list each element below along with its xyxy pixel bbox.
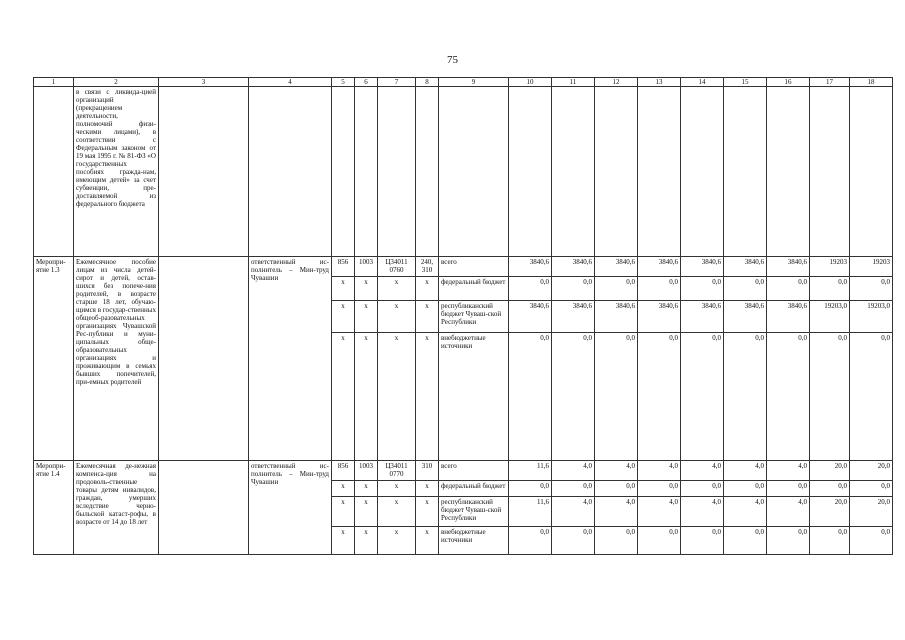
measure-row [34,257,893,277]
year-value: 0,0 [595,527,638,555]
year-value: 0,0 [509,333,552,461]
year-value: 0,0 [767,277,810,301]
cell-col3 [159,461,249,555]
code-c8: x [416,527,439,555]
year-value: 11,6 [509,461,552,481]
code-c8: 240, 310 [416,257,439,277]
year-value: 3840,6 [638,257,681,277]
measure-description: Ежемесячная де-нежная компенса-ция на продоволь-ственные товары детям инвалидов, граждан, умерших вследствие черно-быльской катаст-рофы, в возрасте от 14 до 18 лет [74,461,159,555]
year-value: 4,0 [552,497,595,527]
year-value: 0,0 [509,481,552,497]
year-value: 0,0 [638,277,681,301]
measure-name: Меропри-ятие 1.3 [34,257,74,461]
year-value: 0,0 [810,277,850,301]
continuation-row [34,87,893,257]
year-value: 0,0 [638,481,681,497]
year-value: 3840,6 [767,301,810,333]
year-value: 0,0 [767,481,810,497]
year-value: 0,0 [767,527,810,555]
funding-source: внебюджетные источники [439,333,509,461]
code-c6: 1003 [355,257,378,277]
column-number: 5 [332,78,355,87]
code-c6: x [355,277,378,301]
year-value: 3840,6 [509,257,552,277]
year-value: 4,0 [681,497,724,527]
year-value: 4,0 [595,497,638,527]
code-c7: x [378,497,416,527]
funding-source: федеральный бюджет [439,481,509,497]
year-value: 3840,6 [638,301,681,333]
year-value: 0,0 [850,527,893,555]
column-number: 16 [767,78,810,87]
year-value: 20,0 [850,497,893,527]
measure-description: Ежемесячное пособие лицам из числа детей-сирот и детей, остав-шихся без попече-ния родителей, в возрасте старше 18 лет, обучаю-щимся в государ-ственных общеоб-разовательных организациях Чувашской Рес-публики и муни-ципальных обще-образовательных организациях и проживающим в семьях бывших попечителей, при-емных родителей [74,257,159,461]
year-value: 0,0 [724,481,767,497]
measure-name: Меропри-ятие 1.4 [34,461,74,555]
code-c7: x [378,277,416,301]
year-value: 0,0 [595,481,638,497]
year-value: 19203,0 [850,301,893,333]
code-c7: x [378,481,416,497]
code-c6: x [355,333,378,461]
code-c5: x [332,333,355,461]
year-value: 20,0 [810,497,850,527]
column-number: 2 [74,78,159,87]
column-number: 11 [552,78,595,87]
code-c5: x [332,301,355,333]
code-c5: x [332,481,355,497]
year-value: 4,0 [638,461,681,481]
year-value: 0,0 [552,333,595,461]
year-value: 0,0 [681,333,724,461]
year-value: 0,0 [509,527,552,555]
year-value: 0,0 [509,277,552,301]
year-value: 4,0 [681,461,724,481]
year-value: 3840,6 [552,257,595,277]
column-number: 9 [439,78,509,87]
funding-source: внебюджетные источники [439,527,509,555]
code-c6: 1003 [355,461,378,481]
column-number: 6 [355,78,378,87]
code-c5: x [332,527,355,555]
cell-col3 [159,87,249,257]
year-value: 3840,6 [552,301,595,333]
column-number: 17 [810,78,850,87]
year-value: 4,0 [767,497,810,527]
year-value: 0,0 [850,277,893,301]
year-value: 4,0 [724,497,767,527]
column-number: 3 [159,78,249,87]
code-c7: x [378,527,416,555]
column-number: 15 [724,78,767,87]
code-c5: x [332,277,355,301]
code-c7: Ц34011 0760 [378,257,416,277]
year-value: 0,0 [681,527,724,555]
code-c6: x [355,527,378,555]
year-value: 3840,6 [595,301,638,333]
column-number: 10 [509,78,552,87]
year-value: 0,0 [552,527,595,555]
year-value: 0,0 [850,333,893,461]
code-c8: x [416,497,439,527]
year-value: 0,0 [724,277,767,301]
code-c5: 856 [332,257,355,277]
column-number: 1 [34,78,74,87]
budget-table [33,77,893,555]
funding-source: республиканский бюджет Чуваш-ской Республики [439,301,509,333]
cell-col1 [34,87,74,257]
code-c8: x [416,481,439,497]
column-number: 18 [850,78,893,87]
year-value: 0,0 [810,333,850,461]
code-c8: 310 [416,461,439,481]
year-value: 0,0 [810,527,850,555]
code-c7: x [378,333,416,461]
measure-executor: ответственный ис-полнитель – Мин-труд Чувашии [249,257,332,461]
column-number: 14 [681,78,724,87]
year-value: 0,0 [552,277,595,301]
year-value: 0,0 [724,527,767,555]
year-value: 4,0 [724,461,767,481]
year-value: 3840,6 [724,301,767,333]
cell-col3 [159,257,249,461]
year-value: 3840,6 [724,257,767,277]
cell-col4 [249,87,332,257]
year-value: 0,0 [552,481,595,497]
year-value: 19203 [850,257,893,277]
year-value: 11,6 [509,497,552,527]
year-value: 4,0 [595,461,638,481]
code-c6: x [355,481,378,497]
code-c6: x [355,497,378,527]
year-value: 3840,6 [767,257,810,277]
year-value: 0,0 [638,527,681,555]
year-value: 3840,6 [681,301,724,333]
year-value: 20,0 [850,461,893,481]
year-value: 19203,0 [810,301,850,333]
code-c8: x [416,301,439,333]
year-value: 19203 [810,257,850,277]
funding-source: республиканский бюджет Чуваш-ской Республики [439,497,509,527]
code-c8: x [416,333,439,461]
year-value: 0,0 [681,277,724,301]
year-value: 4,0 [552,461,595,481]
continuation-text: в связи с ликвида-цией организаций (прекращением деятельности, полномочий физи-ческими лицами), в соответствии с Федеральным законом от 19 мая 1995 г. № 81-ФЗ «О государственных пособиях гражда-нам, имеющим детей» за счет субвенции, пре-доставляемой из федерального бюджета [74,87,159,257]
code-c5: x [332,497,355,527]
code-c7: Ц34011 0770 [378,461,416,481]
year-value: 0,0 [810,481,850,497]
column-number: 8 [416,78,439,87]
year-value: 4,0 [767,461,810,481]
year-value: 4,0 [638,497,681,527]
code-c8: x [416,277,439,301]
year-value: 20,0 [810,461,850,481]
year-value: 3840,6 [595,257,638,277]
column-number-row [34,78,893,87]
year-value: 0,0 [767,333,810,461]
code-c7: x [378,301,416,333]
measure-executor: ответственный ис-полнитель – Мин-труд Чувашии [249,461,332,555]
page-number: 75 [447,54,458,66]
year-value: 0,0 [850,481,893,497]
year-value: 0,0 [595,277,638,301]
year-value: 0,0 [681,481,724,497]
year-value: 0,0 [638,333,681,461]
column-number: 13 [638,78,681,87]
column-number: 4 [249,78,332,87]
code-c6: x [355,301,378,333]
column-number: 7 [378,78,416,87]
code-c5: 856 [332,461,355,481]
funding-source: всего [439,461,509,481]
year-value: 3840,6 [681,257,724,277]
column-number: 12 [595,78,638,87]
measure-row [34,461,893,481]
funding-source: всего [439,257,509,277]
funding-source: федеральный бюджет [439,277,509,301]
year-value: 0,0 [595,333,638,461]
year-value: 3840,6 [509,301,552,333]
year-value: 0,0 [724,333,767,461]
